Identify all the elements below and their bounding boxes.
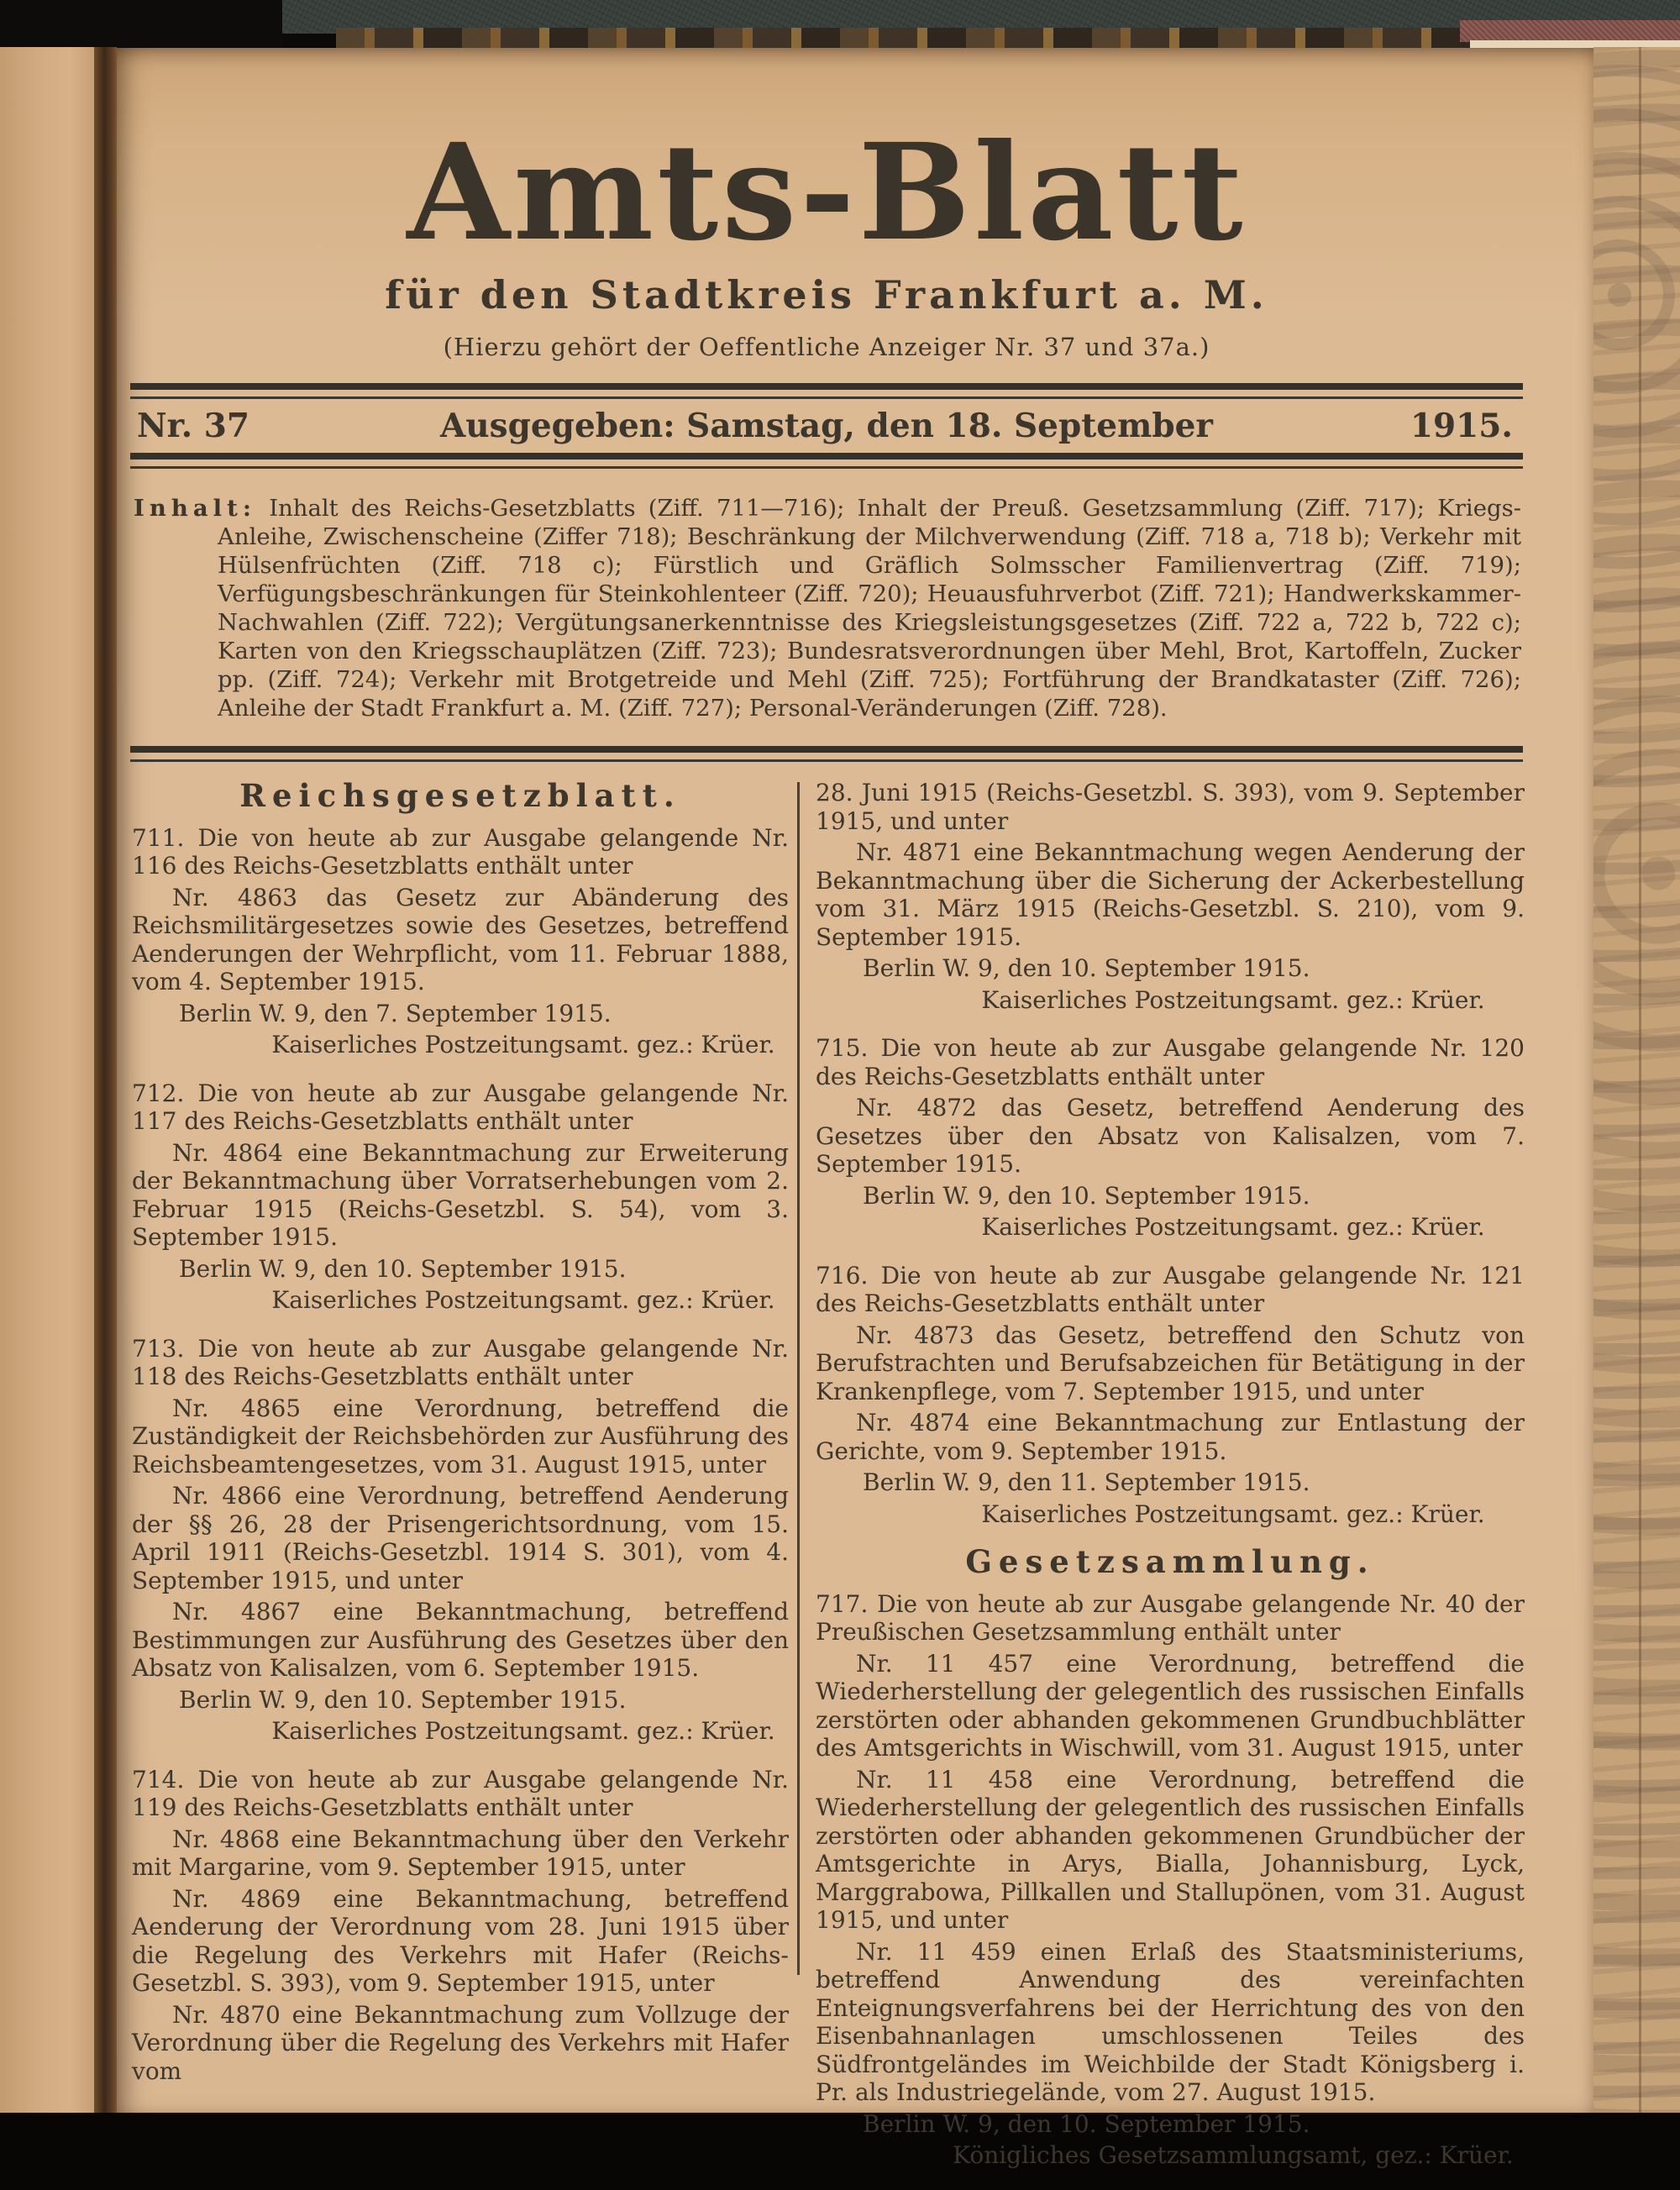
photo-background [0,0,282,49]
item-714-continuation: 28. Juni 1915 (Reichs-Gesetzbl. S. 393), vom 9. September 1915, und unter [816,779,1525,835]
issue-number: Nr. 37 [137,407,250,446]
contents-text: Inhalt des Reichs-Gesetzblatts (Ziff. 711—716); Inhalt der Preuß. Gesetzsammlung (Ziff. 717); Kriegs-Anleihe, Zwischenscheine (Ziffer 718); Beschränkung der Milchverwendung (Ziff. 718 a, 718 b); Verkehr mit Hülsenfrüchten (Ziff. 718 c); Fürstlich und Gräflich Solmsscher Familienvertrag (Ziff. 719); Verfügungsbeschränkungen für Steinkohlenteer (Ziff. 720); Heuausfuhrverbot (Ziff. 721); Handwerkskammer-Nachwahlen (Ziff. 722); Vergütungsanerkenntnisse des Kriegsleistungsgesetzes (Ziff. 722 a, 722 b, 722 c); Karten von den Kriegsschauplätzen (Ziff. 723); Bundesratsverordnungen über Mehl, Brot, Kartoffeln, Zucker pp. (Ziff. 724); Verkehr mit Brotgetreide und Mehl (Ziff. 725); Fortführung der Brandkataster (Ziff. 726); Anleihe der Stadt Frankfurt a. M. (Ziff. 727); Personal-Veränderungen (Ziff. 728). [218,495,1521,722]
dateline: Berlin W. 9, den 10. September 1915. [863,2109,1310,2138]
masthead-subtitle: für den Stadtkreis Frankfurt a. M. [385,272,1268,318]
dateline: Berlin W. 9, den 10. September 1915. [863,954,1310,983]
right-column [816,779,1525,2190]
item-714-nr-4871: Nr. 4871 eine Bekanntmachung wegen Aenderung der Bekanntmachung über die Sicherung der Ackerbestellung vom 31. März 1915 (Reichs-Gesetzbl. S. 210), vom 9. September 1915. [816,838,1525,951]
item-713-nr-4865: Nr. 4865 eine Verordnung, betreffend die Zuständigkeit der Reichsbehörden zur Ausführung des Reichsbeamtengesetzes, vom 31. August 1915, unter [132,1394,789,1478]
page-fore-edges [1593,47,1680,2113]
signature: Kaiserliches Postzeitungsamt. gez.: Krüer. [271,1717,775,1746]
spine-cloth-band [1460,20,1680,42]
section-heading-gesetzsammlung: Gesetzsammlung. [965,1543,1375,1581]
item-713-nr-4867: Nr. 4867 eine Bekanntmachung, betreffend Bestimmungen zur Ausführung des Gesetzes über den Absatz von Kalisalzen, vom 6. September 1915. [132,1598,789,1683]
two-column-body [129,779,1525,2190]
item-714-nr-4870: Nr. 4870 eine Bekanntmachung zum Vollzuge der Verordnung über die Regelung des Verkehrs mit Hafer vom [132,2000,789,2085]
item-712: 712. Die von heute ab zur Ausgabe gelangende Nr. 117 des Reichs-Gesetzblatts enthält unter [132,1079,789,1136]
double-rule-under-dateline [130,453,1523,469]
double-rule-under-contents [130,746,1523,762]
item-711: 711. Die von heute ab zur Ausgabe gelangende Nr. 116 des Reichs-Gesetzblatts enthält unter [132,823,789,880]
item-716-nr-4874: Nr. 4874 eine Bekanntmachung zur Entlastung der Gerichte, vom 9. September 1915. [816,1409,1525,1465]
issue-line [129,399,1525,453]
double-rule-top [130,383,1523,399]
item-717-nr-11459: Nr. 11 459 einen Erlaß des Staatsministeriums, betreffend Anwendung des vereinfachten Enteignungsverfahrens bei der Herrichtung des von den Eisenbahnanlagen umschlossenen Teiles des Südfrontgeländes im Weichbilde der Stadt Königsberg i. Pr. als Industriegelände, vom 27. August 1915. [816,1937,1525,2107]
masthead [129,115,1525,362]
item-715: 715. Die von heute ab zur Ausgabe gelangende Nr. 120 des Reichs-Gesetzblatts enthält unter [816,1034,1525,1090]
masthead-note: (Hierzu gehört der Oeffentliche Anzeiger Nr. 37 und 37a.) [443,333,1210,362]
signature: Kaiserliches Postzeitungsamt. gez.: Krüer. [981,1213,1485,1242]
book-gutter [94,47,117,2113]
signature: Kaiserliches Postzeitungsamt. gez.: Krüer. [981,1499,1485,1528]
item-713: 713. Die von heute ab zur Ausgabe gelangende Nr. 118 des Reichs-Gesetzblatts enthält unter [132,1334,789,1391]
signature: Kaiserliches Postzeitungsamt. gez.: Krüer. [981,985,1485,1014]
section-heading-reichsgesetzblatt: Reichsgesetzblatt. [239,777,681,815]
issue-year: 1915. [1410,407,1513,446]
dateline: Berlin W. 9, den 11. September 1915. [863,1468,1310,1497]
item-716: 716. Die von heute ab zur Ausgabe gelangende Nr. 121 des Reichs-Gesetzblatts enthält unter [816,1261,1525,1318]
item-717-nr-11457: Nr. 11 457 eine Verordnung, betreffend die Wiederherstellung der gelegentlich des russischen Einfalls zerstörten oder abhanden gekommenen Grundbuchblätter des Amtsgerichts in Wischwill, vom 31. August 1915, unter [816,1649,1525,1762]
signature: Kaiserliches Postzeitungsamt. gez.: Krüer. [271,1286,775,1315]
contents-label: Inhalt: [134,495,256,523]
table-of-contents [134,494,1521,722]
left-column [132,779,789,2190]
column-divider [797,782,800,1975]
dateline: Berlin W. 9, den 7. September 1915. [179,999,612,1027]
item-716-nr-4873: Nr. 4873 das Gesetz, betreffend den Schutz von Berufstrachten und Berufsabzeichen für Betätigung in der Krankenpflege, vom 7. September 1915, und unter [816,1321,1525,1405]
facing-page-edge [0,47,94,2113]
item-712-nr-4864: Nr. 4864 eine Bekanntmachung zur Erweiterung der Bekanntmachung über Vorratserhebungen vom 2. Februar 1915 (Reichs-Gesetzbl. S. 54), vom 3. September 1915. [132,1138,789,1252]
item-715-nr-4872: Nr. 4872 das Gesetz, betreffend Aenderung des Gesetzes über den Absatz von Kalisalzen, vom 7. September 1915. [816,1094,1525,1179]
dateline: Berlin W. 9, den 10. September 1915. [179,1254,627,1283]
gazette-page [117,48,1593,2170]
item-717: 717. Die von heute ab zur Ausgabe gelangende Nr. 40 der Preußischen Gesetzsammlung enthält unter [816,1589,1525,1646]
item-711-nr-4863: Nr. 4863 das Gesetz zur Abänderung des Reichsmilitärgesetzes sowie des Gesetzes, betreffend Aenderungen der Wehrpflicht, vom 11. Februar 1888, vom 4. September 1915. [132,883,789,996]
issue-date: Ausgegeben: Samstag, den 18. September [440,407,1213,446]
item-717-nr-11458: Nr. 11 458 eine Verordnung, betreffend die Wiederherstellung der gelegentlich des russischen Einfalls zerstörten oder abhanden gekommenen Grundbücher der Amtsgerichte in Arys, Bialla, Johannisburg, Lyck, Marggrabowa, Pillkallen und Stallupönen, vom 31. August 1915, und unter [816,1765,1525,1935]
item-713-nr-4866: Nr. 4866 eine Verordnung, betreffend Aenderung der §§ 26, 28 der Prisengerichtsordnung, vom 15. April 1911 (Reichs-Gesetzbl. 1914 S. 301), vom 4. September 1915, und unter [132,1482,789,1594]
item-714-nr-4869: Nr. 4869 eine Bekanntmachung, betreffend Aenderung der Verordnung vom 28. Juni 1915 über die Regelung des Verkehrs mit Hafer (Reichs-Gesetzbl. S. 393), vom 9. September 1915, unter [132,1884,789,1998]
signature: Königliches Gesetzsammlungsamt, gez.: Krüer. [953,2141,1514,2170]
signature: Kaiserliches Postzeitungsamt. gez.: Krüer. [271,1031,775,1059]
masthead-title: Amts-Blatt [407,115,1247,270]
dateline: Berlin W. 9, den 10. September 1915. [179,1685,627,1714]
dateline: Berlin W. 9, den 10. September 1915. [863,1181,1310,1210]
item-714-nr-4868: Nr. 4868 eine Bekanntmachung über den Verkehr mit Margarine, vom 9. September 1915, unter [132,1825,789,1882]
page-top-edges [336,28,1504,48]
item-714: 714. Die von heute ab zur Ausgabe gelangende Nr. 119 des Reichs-Gesetzblatts enthält unter [132,1765,789,1822]
